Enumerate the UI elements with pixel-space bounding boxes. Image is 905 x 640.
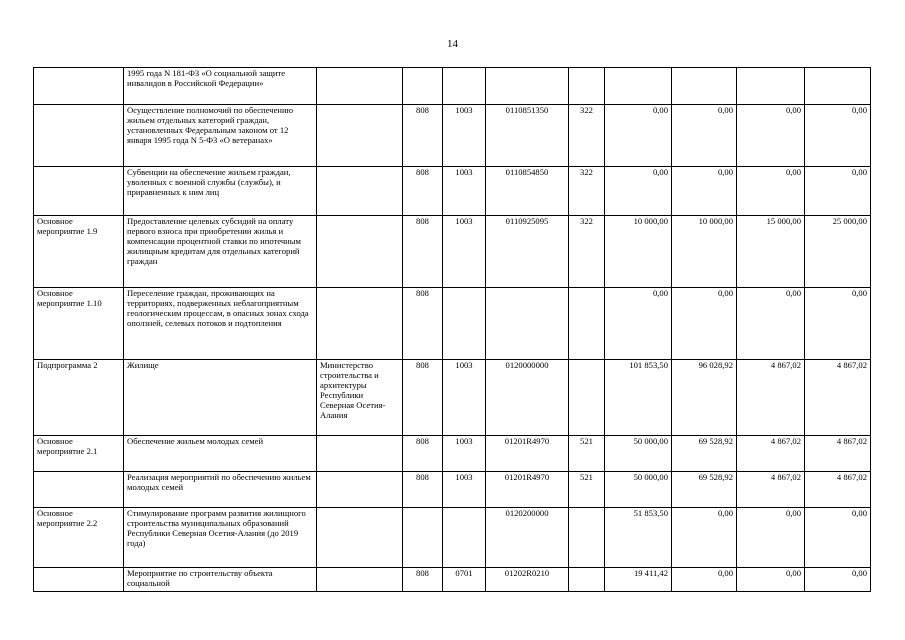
row-vr-code — [569, 68, 605, 105]
row-vr-code: 521 — [569, 472, 605, 508]
row-grbs-code: 808 — [403, 288, 443, 360]
row-rzpr-code: 1003 — [443, 167, 486, 216]
row-amount-4 — [805, 68, 871, 105]
row-rzpr-code: 1003 — [443, 436, 486, 472]
table-row — [34, 68, 871, 105]
row-csr-code: 0120200000 — [486, 508, 569, 568]
table-row — [34, 167, 871, 216]
row-amount-1 — [605, 68, 672, 105]
row-amount-2: 96 028,92 — [672, 360, 737, 436]
row-amount-4: 4 867,02 — [805, 472, 871, 508]
row-grbs-code: 808 — [403, 568, 443, 592]
row-csr-code: 01201R4970 — [486, 472, 569, 508]
row-amount-2: 69 528,92 — [672, 436, 737, 472]
row-vr-code: 322 — [569, 105, 605, 167]
row-csr-code — [486, 288, 569, 360]
row-executor — [317, 68, 403, 105]
table-row — [34, 360, 871, 436]
row-csr-code: 01202R0210 — [486, 568, 569, 592]
row-vr-code — [569, 568, 605, 592]
row-rzpr-code: 1003 — [443, 472, 486, 508]
row-amount-3: 0,00 — [737, 288, 805, 360]
row-amount-2 — [672, 68, 737, 105]
row-amount-2: 0,00 — [672, 167, 737, 216]
table-row — [34, 508, 871, 568]
row-amount-1: 10 000,00 — [605, 216, 672, 288]
row-amount-4: 0,00 — [805, 508, 871, 568]
row-label: Основное мероприятие 1.9 — [34, 216, 124, 288]
row-name: Переселение граждан, проживающих на территориях, подверженных неблагоприятным геологическим процессам, в опасных зонах схода оползней, селевых потоков и подтопления — [124, 288, 317, 360]
row-name: Обеспечение жильем молодых семей — [124, 436, 317, 472]
row-executor — [317, 105, 403, 167]
row-csr-code: 0110925095 — [486, 216, 569, 288]
row-amount-4: 25 000,00 — [805, 216, 871, 288]
table-row — [34, 105, 871, 167]
budget-table — [33, 67, 871, 592]
row-rzpr-code: 1003 — [443, 105, 486, 167]
row-label — [34, 167, 124, 216]
row-csr-code: 0110854850 — [486, 167, 569, 216]
row-executor — [317, 167, 403, 216]
row-rzpr-code — [443, 288, 486, 360]
row-amount-3: 4 867,02 — [737, 360, 805, 436]
row-amount-2: 0,00 — [672, 288, 737, 360]
row-amount-3: 0,00 — [737, 167, 805, 216]
row-csr-code: 0120000000 — [486, 360, 569, 436]
row-amount-1: 50 000,00 — [605, 472, 672, 508]
row-vr-code: 322 — [569, 216, 605, 288]
row-grbs-code — [403, 508, 443, 568]
row-executor — [317, 436, 403, 472]
row-csr-code — [486, 68, 569, 105]
row-amount-2: 69 528,92 — [672, 472, 737, 508]
row-executor — [317, 568, 403, 592]
row-amount-3: 0,00 — [737, 105, 805, 167]
row-executor — [317, 288, 403, 360]
row-label: Подпрограмма 2 — [34, 360, 124, 436]
row-executor — [317, 216, 403, 288]
row-rzpr-code: 1003 — [443, 216, 486, 288]
row-amount-3 — [737, 68, 805, 105]
row-executor — [317, 472, 403, 508]
row-rzpr-code: 0701 — [443, 568, 486, 592]
row-label — [34, 105, 124, 167]
row-name: Мероприятие по строительству объекта социальной — [124, 568, 317, 592]
row-amount-1: 19 411,42 — [605, 568, 672, 592]
row-amount-4: 0,00 — [805, 105, 871, 167]
row-amount-2: 0,00 — [672, 105, 737, 167]
table-row — [34, 472, 871, 508]
row-name: Осуществление полномочий по обеспечению жильем отдельных категорий граждан, установленных Федеральным законом от 12 января 1995 года N 5-ФЗ «О ветеранах» — [124, 105, 317, 167]
row-name: Субвенции на обеспечение жильем граждан, уволенных с военной службы (службы), и приравненных к ним лиц — [124, 167, 317, 216]
row-grbs-code: 808 — [403, 167, 443, 216]
row-amount-1: 0,00 — [605, 288, 672, 360]
table-row — [34, 288, 871, 360]
row-name: Стимулирование программ развития жилищного строительства муниципальных образований Республики Северная Осетия-Алания (до 2019 года) — [124, 508, 317, 568]
row-amount-2: 10 000,00 — [672, 216, 737, 288]
page-number: 14 — [447, 38, 458, 50]
row-amount-1: 0,00 — [605, 105, 672, 167]
table-row — [34, 568, 871, 592]
row-grbs-code: 808 — [403, 436, 443, 472]
row-grbs-code: 808 — [403, 360, 443, 436]
row-label — [34, 472, 124, 508]
row-grbs-code — [403, 68, 443, 105]
row-executor — [317, 508, 403, 568]
row-amount-2: 0,00 — [672, 568, 737, 592]
table-row — [34, 436, 871, 472]
row-name: 1995 года N 181-ФЗ «О социальной защите инвалидов в Российской Федерации» — [124, 68, 317, 105]
row-vr-code: 521 — [569, 436, 605, 472]
row-csr-code: 01201R4970 — [486, 436, 569, 472]
row-name: Жилище — [124, 360, 317, 436]
row-grbs-code: 808 — [403, 472, 443, 508]
row-label — [34, 568, 124, 592]
row-amount-3: 4 867,02 — [737, 436, 805, 472]
row-vr-code — [569, 508, 605, 568]
row-amount-3: 0,00 — [737, 508, 805, 568]
row-amount-2: 0,00 — [672, 508, 737, 568]
row-label — [34, 68, 124, 105]
row-label: Основное мероприятие 1.10 — [34, 288, 124, 360]
row-amount-4: 0,00 — [805, 288, 871, 360]
row-amount-3: 4 867,02 — [737, 472, 805, 508]
table-row — [34, 216, 871, 288]
row-amount-4: 4 867,02 — [805, 436, 871, 472]
row-amount-1: 50 000,00 — [605, 436, 672, 472]
row-amount-3: 0,00 — [737, 568, 805, 592]
row-csr-code: 0110851350 — [486, 105, 569, 167]
row-rzpr-code — [443, 508, 486, 568]
row-name: Предоставление целевых субсидий на оплату первого взноса при приобретении жилья и компенсации процентной ставки по ипотечным жилищным кредитам для отдельных категорий граждан — [124, 216, 317, 288]
row-executor: Министерство строительства и архитектуры Республики Северная Осетия-Алания — [317, 360, 403, 436]
row-rzpr-code — [443, 68, 486, 105]
row-amount-4: 4 867,02 — [805, 360, 871, 436]
row-label: Основное мероприятие 2.2 — [34, 508, 124, 568]
row-grbs-code: 808 — [403, 216, 443, 288]
row-name: Реализация мероприятий по обеспечению жильем молодых семей — [124, 472, 317, 508]
row-vr-code — [569, 288, 605, 360]
row-grbs-code: 808 — [403, 105, 443, 167]
row-amount-3: 15 000,00 — [737, 216, 805, 288]
row-amount-1: 101 853,50 — [605, 360, 672, 436]
row-vr-code — [569, 360, 605, 436]
row-rzpr-code: 1003 — [443, 360, 486, 436]
row-amount-4: 0,00 — [805, 167, 871, 216]
row-amount-1: 0,00 — [605, 167, 672, 216]
row-amount-4: 0,00 — [805, 568, 871, 592]
row-amount-1: 51 853,50 — [605, 508, 672, 568]
row-vr-code: 322 — [569, 167, 605, 216]
row-label: Основное мероприятие 2.1 — [34, 436, 124, 472]
